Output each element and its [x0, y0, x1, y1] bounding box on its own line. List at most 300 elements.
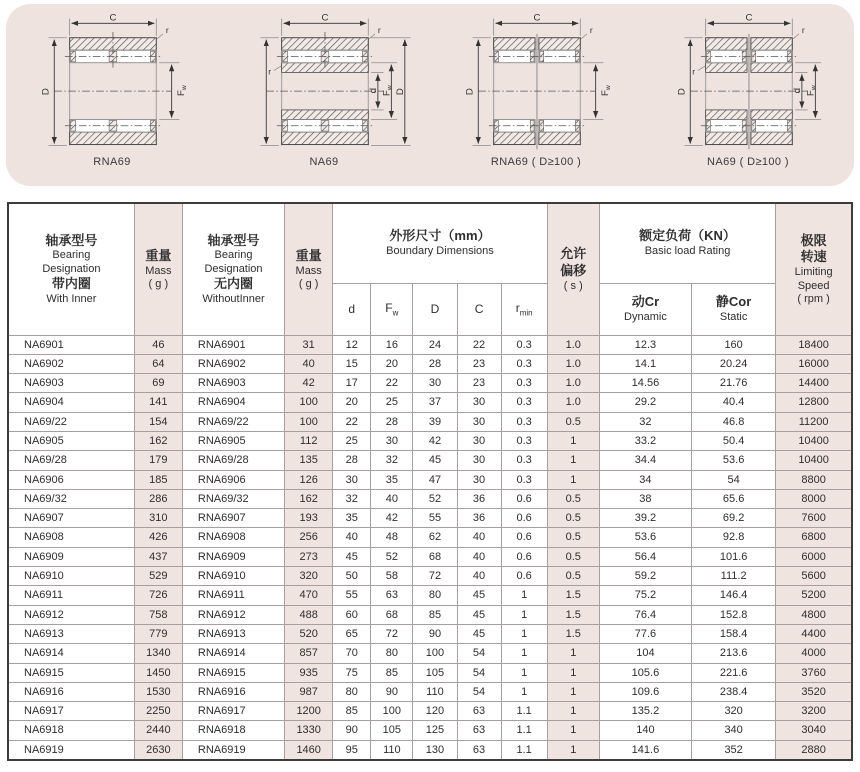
- cell-D: 52: [413, 489, 457, 508]
- cell-dynamic-cr: 12.3: [599, 335, 691, 354]
- diagram-rna69: [6, 4, 218, 186]
- cell-D: 110: [413, 682, 457, 701]
- cell-dynamic-cr: 76.4: [599, 605, 691, 624]
- cell-s: 1: [547, 702, 599, 721]
- cell-fw: 30: [371, 431, 413, 450]
- header-dynamic-cr: 动Cr Dynamic: [599, 283, 691, 335]
- header-rmin: $r_{min}$: [501, 283, 547, 335]
- cell-mass-without-inner: 100: [285, 412, 333, 431]
- cell-fw: 20: [371, 354, 413, 373]
- cell-mass-without-inner: 987: [285, 682, 333, 701]
- cell-D: 85: [413, 605, 457, 624]
- dim-label-D: D: [394, 88, 406, 96]
- cell-designation-with-inner: NA6909: [8, 547, 134, 566]
- cell-dynamic-cr: 105.6: [599, 663, 691, 682]
- dim-label-D: D: [676, 88, 688, 96]
- cell-D: 68: [413, 547, 457, 566]
- cell-designation-without-inner: RNA6901: [182, 335, 284, 354]
- cell-C: 30: [457, 470, 501, 489]
- cell-mass-with-inner: 286: [134, 489, 182, 508]
- cell-dynamic-cr: 141.6: [599, 740, 691, 760]
- cell-fw: 35: [371, 470, 413, 489]
- cell-designation-with-inner: NA6905: [8, 431, 134, 450]
- dim-label-fw: $F_w$: [805, 85, 818, 97]
- cell-D: 62: [413, 528, 457, 547]
- cell-mass-with-inner: 310: [134, 509, 182, 528]
- cell-rmin: 0.6: [501, 547, 547, 566]
- cell-rmin: 1: [501, 644, 547, 663]
- cell-mass-with-inner: 2630: [134, 740, 182, 760]
- table-row: [8, 702, 852, 721]
- cell-d: 55: [333, 586, 371, 605]
- cell-dynamic-cr: 77.6: [599, 624, 691, 643]
- bearing-drawing-na69: [222, 9, 426, 155]
- cell-mass-with-inner: 162: [134, 431, 182, 450]
- cell-C: 54: [457, 682, 501, 701]
- diagram-na69: [218, 4, 430, 186]
- cell-D: 130: [413, 740, 457, 760]
- table-row: [8, 489, 852, 508]
- cell-fw: 72: [371, 624, 413, 643]
- header-fw: $F_w$: [371, 283, 413, 335]
- cell-C: 40: [457, 528, 501, 547]
- cell-dynamic-cr: 59.2: [599, 567, 691, 586]
- cell-mass-with-inner: 779: [134, 624, 182, 643]
- cell-static-cor: 352: [692, 740, 776, 760]
- cell-designation-with-inner: NA6901: [8, 335, 134, 354]
- cell-s: 1: [547, 682, 599, 701]
- table-row: [8, 528, 852, 547]
- cell-mass-without-inner: 42: [285, 374, 333, 393]
- cell-mass-with-inner: 1530: [134, 682, 182, 701]
- spec-table-wrap: [7, 202, 853, 761]
- cell-limiting-speed: 12800: [776, 393, 852, 412]
- cell-designation-without-inner: RNA6909: [182, 547, 284, 566]
- dim-label-r: r: [589, 24, 593, 35]
- cell-fw: 100: [371, 702, 413, 721]
- cell-rmin: 1.1: [501, 740, 547, 760]
- cell-dynamic-cr: 33.2: [599, 431, 691, 450]
- cell-mass-without-inner: 135: [285, 451, 333, 470]
- dim-label-c: C: [321, 12, 329, 24]
- cell-fw: 52: [371, 547, 413, 566]
- dim-label-r: r: [165, 24, 169, 35]
- cell-rmin: 0.3: [501, 470, 547, 489]
- cell-designation-with-inner: NA6917: [8, 702, 134, 721]
- cell-static-cor: 340: [692, 721, 776, 740]
- header-mass-without-inner: 重量 Mass ( g ): [285, 203, 333, 335]
- cell-mass-without-inner: 857: [285, 644, 333, 663]
- cell-fw: 25: [371, 393, 413, 412]
- cell-d: 20: [333, 393, 371, 412]
- dim-label-d: d: [791, 87, 803, 94]
- cell-s: 1: [547, 721, 599, 740]
- cell-limiting-speed: 6800: [776, 528, 852, 547]
- cell-fw: 32: [371, 451, 413, 470]
- cell-fw: 42: [371, 509, 413, 528]
- cell-C: 30: [457, 412, 501, 431]
- cell-fw: 105: [371, 721, 413, 740]
- cell-designation-without-inner: RNA6903: [182, 374, 284, 393]
- cell-s: 1: [547, 451, 599, 470]
- cell-C: 36: [457, 509, 501, 528]
- cell-mass-with-inner: 758: [134, 605, 182, 624]
- cell-d: 15: [333, 354, 371, 373]
- cell-designation-with-inner: NA69/28: [8, 451, 134, 470]
- cell-designation-without-inner: RNA6911: [182, 586, 284, 605]
- cell-designation-without-inner: RNA6905: [182, 431, 284, 450]
- cell-static-cor: 53.6: [692, 451, 776, 470]
- cell-D: 105: [413, 663, 457, 682]
- table-row: [8, 547, 852, 566]
- cell-designation-with-inner: NA6919: [8, 740, 134, 760]
- cell-s: 1: [547, 663, 599, 682]
- table-row: [8, 431, 852, 450]
- cell-rmin: 1.1: [501, 702, 547, 721]
- header-C: C: [457, 283, 501, 335]
- cell-mass-with-inner: 64: [134, 354, 182, 373]
- cell-D: 30: [413, 374, 457, 393]
- diagram-rna69-d100: [430, 4, 642, 186]
- header-d: d: [333, 283, 371, 335]
- cell-dynamic-cr: 34: [599, 470, 691, 489]
- cell-C: 63: [457, 702, 501, 721]
- cell-C: 40: [457, 547, 501, 566]
- cell-mass-without-inner: 162: [285, 489, 333, 508]
- cell-mass-without-inner: 1330: [285, 721, 333, 740]
- cell-static-cor: 92.8: [692, 528, 776, 547]
- cell-rmin: 1: [501, 663, 547, 682]
- cell-D: 100: [413, 644, 457, 663]
- cell-designation-without-inner: RNA6914: [182, 644, 284, 663]
- cell-dynamic-cr: 75.2: [599, 586, 691, 605]
- cell-fw: 63: [371, 586, 413, 605]
- cell-designation-without-inner: RNA69/22: [182, 412, 284, 431]
- cell-designation-without-inner: RNA69/28: [182, 451, 284, 470]
- cell-static-cor: 101.6: [692, 547, 776, 566]
- cell-limiting-speed: 5200: [776, 586, 852, 605]
- cell-limiting-speed: 8000: [776, 489, 852, 508]
- cell-d: 25: [333, 431, 371, 450]
- cell-limiting-speed: 11200: [776, 412, 852, 431]
- cell-mass-without-inner: 488: [285, 605, 333, 624]
- cell-mass-with-inner: 1340: [134, 644, 182, 663]
- cell-rmin: 1: [501, 605, 547, 624]
- cell-limiting-speed: 18400: [776, 335, 852, 354]
- diagram-na69-d100: [642, 4, 854, 186]
- cell-designation-with-inner: NA6904: [8, 393, 134, 412]
- cell-C: 45: [457, 605, 501, 624]
- header-static-cor: 静Cor Static: [692, 283, 776, 335]
- cell-s: 0.5: [547, 567, 599, 586]
- cell-D: 125: [413, 721, 457, 740]
- cell-static-cor: 40.4: [692, 393, 776, 412]
- cell-static-cor: 213.6: [692, 644, 776, 663]
- cell-designation-with-inner: NA6914: [8, 644, 134, 663]
- cell-static-cor: 50.4: [692, 431, 776, 450]
- cell-mass-without-inner: 193: [285, 509, 333, 528]
- cell-designation-with-inner: NA6908: [8, 528, 134, 547]
- cell-C: 63: [457, 740, 501, 760]
- cell-designation-without-inner: RNA6908: [182, 528, 284, 547]
- cell-mass-without-inner: 112: [285, 431, 333, 450]
- cell-limiting-speed: 6000: [776, 547, 852, 566]
- cell-mass-with-inner: 529: [134, 567, 182, 586]
- cell-rmin: 1: [501, 624, 547, 643]
- cell-s: 1.0: [547, 335, 599, 354]
- table-row: [8, 663, 852, 682]
- cell-s: 1: [547, 740, 599, 760]
- cell-s: 1: [547, 644, 599, 663]
- diagram-caption: RNA69: [93, 156, 131, 168]
- cell-designation-without-inner: RNA69/32: [182, 489, 284, 508]
- dim-label-c: C: [109, 12, 117, 24]
- cell-s: 0.5: [547, 489, 599, 508]
- table-row: [8, 451, 852, 470]
- bearing-drawing-rna69-d100: [434, 9, 638, 155]
- table-row: [8, 374, 852, 393]
- cell-designation-without-inner: RNA6907: [182, 509, 284, 528]
- cell-designation-with-inner: NA6915: [8, 663, 134, 682]
- cell-fw: 68: [371, 605, 413, 624]
- cell-rmin: 1.1: [501, 721, 547, 740]
- cell-designation-without-inner: RNA6902: [182, 354, 284, 373]
- cell-d: 85: [333, 702, 371, 721]
- cell-C: 22: [457, 335, 501, 354]
- cell-designation-without-inner: RNA6916: [182, 682, 284, 701]
- cell-static-cor: 65.6: [692, 489, 776, 508]
- cell-mass-with-inner: 426: [134, 528, 182, 547]
- cell-mass-without-inner: 470: [285, 586, 333, 605]
- cell-rmin: 0.6: [501, 489, 547, 508]
- cell-designation-without-inner: RNA6918: [182, 721, 284, 740]
- cell-limiting-speed: 10400: [776, 451, 852, 470]
- cell-D: 45: [413, 451, 457, 470]
- cell-mass-with-inner: 141: [134, 393, 182, 412]
- diagram-caption: NA69: [309, 156, 339, 168]
- cell-static-cor: 20.24: [692, 354, 776, 373]
- cell-designation-without-inner: RNA6913: [182, 624, 284, 643]
- cell-D: 90: [413, 624, 457, 643]
- cell-limiting-speed: 4800: [776, 605, 852, 624]
- cell-mass-with-inner: 46: [134, 335, 182, 354]
- cell-fw: 110: [371, 740, 413, 760]
- cell-static-cor: 69.2: [692, 509, 776, 528]
- cell-d: 30: [333, 470, 371, 489]
- header-mass-with-inner: 重量 Mass ( g ): [134, 203, 182, 335]
- dim-label-D: D: [40, 88, 52, 96]
- cell-rmin: 0.3: [501, 412, 547, 431]
- cell-rmin: 0.6: [501, 509, 547, 528]
- cell-d: 28: [333, 451, 371, 470]
- cell-designation-without-inner: RNA6917: [182, 702, 284, 721]
- cell-d: 45: [333, 547, 371, 566]
- cell-fw: 80: [371, 644, 413, 663]
- cell-limiting-speed: 2880: [776, 740, 852, 760]
- cell-D: 42: [413, 431, 457, 450]
- cell-mass-without-inner: 40: [285, 354, 333, 373]
- diagram-panel: [6, 4, 854, 186]
- spec-table-body: [8, 335, 852, 760]
- table-row: [8, 412, 852, 431]
- cell-limiting-speed: 3760: [776, 663, 852, 682]
- cell-mass-without-inner: 126: [285, 470, 333, 489]
- table-row: [8, 644, 852, 663]
- cell-mass-with-inner: 154: [134, 412, 182, 431]
- cell-D: 55: [413, 509, 457, 528]
- cell-designation-with-inner: NA6906: [8, 470, 134, 489]
- cell-designation-with-inner: NA6918: [8, 721, 134, 740]
- header-without-inner: 轴承型号 Bearing Designation 无内圈 WithoutInner: [182, 203, 284, 335]
- header-with-inner: 轴承型号 Bearing Designation 带内圈 With Inner: [8, 203, 134, 335]
- cell-d: 75: [333, 663, 371, 682]
- cell-designation-with-inner: NA6910: [8, 567, 134, 586]
- cell-d: 70: [333, 644, 371, 663]
- table-row: [8, 605, 852, 624]
- spec-table: [7, 202, 853, 761]
- cell-s: 0.5: [547, 509, 599, 528]
- cell-d: 35: [333, 509, 371, 528]
- cell-static-cor: 160: [692, 335, 776, 354]
- cell-d: 80: [333, 682, 371, 701]
- bearing-drawing-na69-d100: [646, 9, 850, 155]
- header-basic-load: 额定负荷（KN） Basic load Rating: [599, 203, 775, 283]
- cell-dynamic-cr: 135.2: [599, 702, 691, 721]
- cell-d: 32: [333, 489, 371, 508]
- header-misalignment: 允许 偏移 ( s ): [547, 203, 599, 335]
- cell-mass-with-inner: 2250: [134, 702, 182, 721]
- table-row: [8, 624, 852, 643]
- cell-dynamic-cr: 140: [599, 721, 691, 740]
- dim-label-fw: $F_w$: [381, 85, 394, 97]
- dim-label-r: r: [377, 24, 381, 35]
- cell-s: 0.5: [547, 547, 599, 566]
- cell-dynamic-cr: 29.2: [599, 393, 691, 412]
- cell-limiting-speed: 3520: [776, 682, 852, 701]
- cell-fw: 28: [371, 412, 413, 431]
- cell-d: 95: [333, 740, 371, 760]
- dim-label-c: C: [745, 12, 753, 24]
- cell-mass-with-inner: 185: [134, 470, 182, 489]
- cell-designation-with-inner: NA6903: [8, 374, 134, 393]
- cell-C: 40: [457, 567, 501, 586]
- cell-C: 23: [457, 354, 501, 373]
- header-limiting-speed: 极限 转速 Limiting Speed ( rpm ): [776, 203, 852, 335]
- table-row: [8, 393, 852, 412]
- cell-limiting-speed: 4400: [776, 624, 852, 643]
- header-D: D: [413, 283, 457, 335]
- cell-dynamic-cr: 14.1: [599, 354, 691, 373]
- cell-mass-with-inner: 69: [134, 374, 182, 393]
- cell-s: 1.5: [547, 624, 599, 643]
- cell-dynamic-cr: 56.4: [599, 547, 691, 566]
- table-row: [8, 470, 852, 489]
- cell-designation-with-inner: NA6913: [8, 624, 134, 643]
- dim-label-c: C: [533, 12, 541, 24]
- cell-designation-with-inner: NA6912: [8, 605, 134, 624]
- dim-label-r2: r: [268, 66, 272, 77]
- cell-rmin: 0.3: [501, 374, 547, 393]
- cell-static-cor: 320: [692, 702, 776, 721]
- cell-dynamic-cr: 109.6: [599, 682, 691, 701]
- cell-limiting-speed: 10400: [776, 431, 852, 450]
- cell-D: 120: [413, 702, 457, 721]
- cell-rmin: 0.6: [501, 567, 547, 586]
- cell-dynamic-cr: 38: [599, 489, 691, 508]
- cell-designation-with-inner: NA69/22: [8, 412, 134, 431]
- cell-mass-without-inner: 273: [285, 547, 333, 566]
- cell-D: 72: [413, 567, 457, 586]
- cell-s: 0.5: [547, 412, 599, 431]
- cell-C: 54: [457, 663, 501, 682]
- cell-mass-without-inner: 935: [285, 663, 333, 682]
- header-boundary-dimensions: 外形尺寸（mm） Boundary Dimensions: [333, 203, 547, 283]
- cell-designation-without-inner: RNA6919: [182, 740, 284, 760]
- cell-rmin: 1: [501, 682, 547, 701]
- cell-mass-with-inner: 1450: [134, 663, 182, 682]
- cell-fw: 58: [371, 567, 413, 586]
- cell-limiting-speed: 3040: [776, 721, 852, 740]
- cell-fw: 48: [371, 528, 413, 547]
- diagram-caption: NA69 ( D≥100 ): [707, 156, 789, 168]
- table-row: [8, 335, 852, 354]
- cell-s: 1.0: [547, 393, 599, 412]
- cell-fw: 22: [371, 374, 413, 393]
- bearing-drawing-rna69: [10, 9, 214, 155]
- cell-designation-with-inner: NA6902: [8, 354, 134, 373]
- cell-mass-with-inner: 437: [134, 547, 182, 566]
- cell-D: 80: [413, 586, 457, 605]
- cell-mass-without-inner: 1460: [285, 740, 333, 760]
- cell-C: 45: [457, 624, 501, 643]
- cell-mass-with-inner: 726: [134, 586, 182, 605]
- cell-static-cor: 46.8: [692, 412, 776, 431]
- cell-limiting-speed: 3200: [776, 702, 852, 721]
- cell-mass-with-inner: 2440: [134, 721, 182, 740]
- cell-C: 23: [457, 374, 501, 393]
- cell-d: 40: [333, 528, 371, 547]
- table-row: [8, 509, 852, 528]
- cell-rmin: 0.3: [501, 393, 547, 412]
- cell-C: 63: [457, 721, 501, 740]
- cell-designation-without-inner: RNA6912: [182, 605, 284, 624]
- dim-label-fw: $F_w$: [600, 85, 613, 97]
- cell-dynamic-cr: 53.6: [599, 528, 691, 547]
- cell-C: 45: [457, 586, 501, 605]
- cell-limiting-speed: 5600: [776, 567, 852, 586]
- cell-rmin: 0.6: [501, 528, 547, 547]
- dim-label-r2: r: [692, 66, 696, 77]
- cell-designation-with-inner: NA69/32: [8, 489, 134, 508]
- cell-D: 28: [413, 354, 457, 373]
- dim-label-fw: $F_w$: [176, 85, 189, 97]
- cell-C: 30: [457, 393, 501, 412]
- cell-fw: 40: [371, 489, 413, 508]
- cell-rmin: 0.3: [501, 335, 547, 354]
- cell-s: 1.5: [547, 605, 599, 624]
- cell-mass-with-inner: 179: [134, 451, 182, 470]
- cell-mass-without-inner: 100: [285, 393, 333, 412]
- cell-static-cor: 111.2: [692, 567, 776, 586]
- cell-designation-with-inner: NA6911: [8, 586, 134, 605]
- cell-C: 30: [457, 451, 501, 470]
- cell-dynamic-cr: 32: [599, 412, 691, 431]
- cell-rmin: 0.3: [501, 431, 547, 450]
- cell-designation-without-inner: RNA6906: [182, 470, 284, 489]
- cell-d: 12: [333, 335, 371, 354]
- cell-static-cor: 158.4: [692, 624, 776, 643]
- table-row: [8, 567, 852, 586]
